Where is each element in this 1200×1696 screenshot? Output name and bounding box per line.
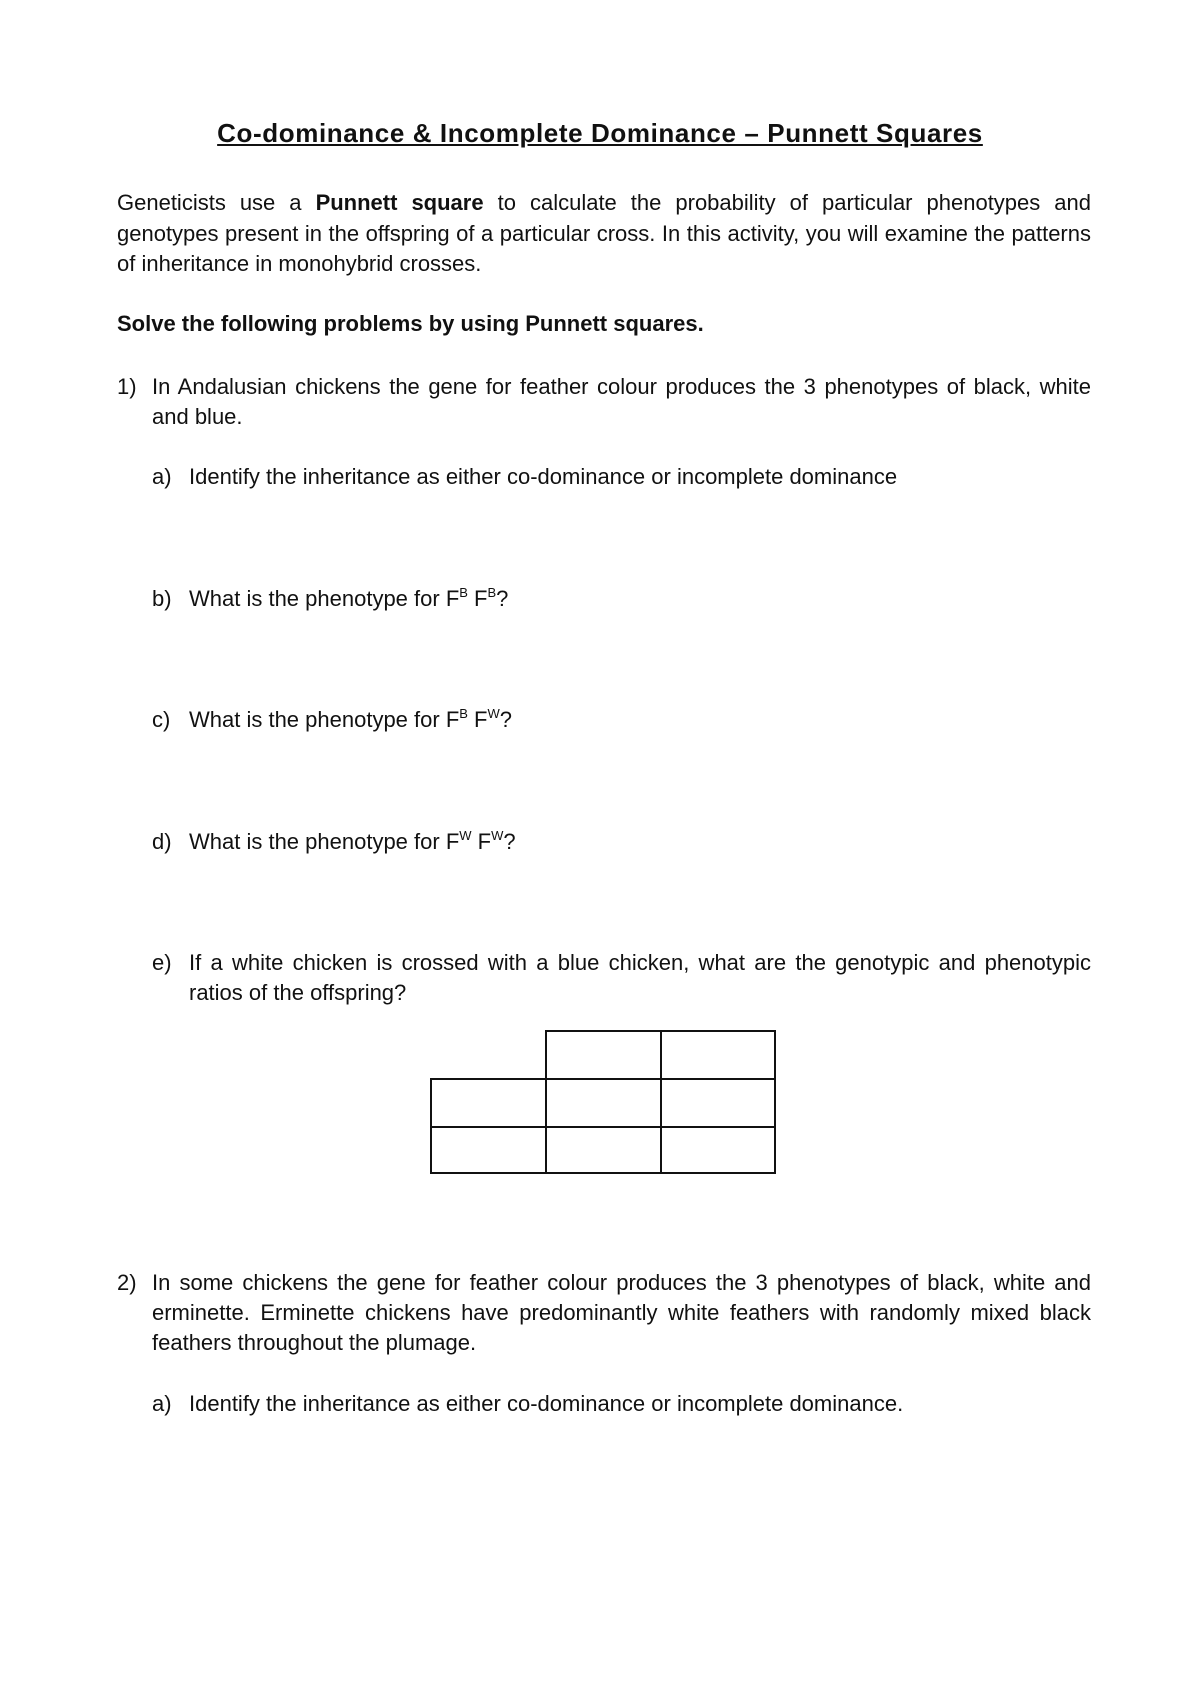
question-1b-mid: F <box>467 586 488 611</box>
question-2a-text: Identify the inheritance as either co-dominance or incomplete dominance. <box>189 1391 904 1416</box>
punnett-square <box>430 1030 776 1174</box>
question-1c-pre: What is the phenotype for F <box>189 707 460 732</box>
question-1a <box>152 462 1091 492</box>
punnett-row-header-2[interactable] <box>430 1126 547 1174</box>
question-1e-letter: e) <box>152 950 172 975</box>
question-2a <box>152 1389 1091 1419</box>
intro-paragraph <box>117 188 1091 280</box>
question-1b-post: ? <box>496 586 509 611</box>
question-1e-text: If a white chicken is crossed with a blue chicken, what are the genotypic and phenotypic ratios of the offspring? <box>189 950 1091 1005</box>
allele-superscript: B <box>459 585 468 600</box>
question-1c-post: ? <box>499 707 513 732</box>
intro-text-end: to calculate the probability of particular phenotypes and genotypes present in the offspring of a particular cross. In this activity, you will examine the patterns of inheritance in monohybrid crosses. <box>117 190 1091 276</box>
question-1d-letter: d) <box>152 829 172 854</box>
question-1-text: In Andalusian chickens the gene for feather colour produces the 3 phenotypes of black, white and blue. <box>152 374 1091 429</box>
question-1d-post: ? <box>503 829 516 854</box>
question-1d-pre: What is the phenotype for F <box>189 829 460 854</box>
punnett-header-cell-1[interactable] <box>545 1030 662 1080</box>
question-1b-letter: b) <box>152 586 172 611</box>
allele-superscript: W <box>487 706 500 721</box>
allele-superscript: B <box>459 706 468 721</box>
punnett-cell-1-2[interactable] <box>660 1078 776 1128</box>
question-2-text: In some chickens the gene for feather colour produces the 3 phenotypes of black, white and erminette. Erminette chickens have predominantly white feathers with randomly mixed black feathers throughout the plumage. <box>152 1270 1091 1355</box>
punnett-cell-2-2[interactable] <box>660 1126 776 1174</box>
question-1b-text <box>189 584 1091 614</box>
punnett-cell-2-1[interactable] <box>545 1126 662 1174</box>
question-2a-letter: a) <box>152 1391 172 1416</box>
question-1d-text <box>189 827 1091 857</box>
intro-bold-term: Punnett square <box>315 190 484 215</box>
page-title: Co-dominance & Incomplete Dominance – Punnett Squares <box>217 118 983 148</box>
instruction-heading: Solve the following problems by using Punnett squares. <box>117 311 704 336</box>
intro-text-start: Geneticists use a <box>117 190 316 215</box>
question-1c-letter: c) <box>152 707 171 732</box>
question-1d-mid: F <box>471 829 492 854</box>
question-1-number: 1) <box>117 374 137 399</box>
question-1b-pre: What is the phenotype for F <box>189 586 460 611</box>
question-1a-text: Identify the inheritance as either co-dominance or incomplete dominance <box>189 464 898 489</box>
punnett-cell-1-1[interactable] <box>545 1078 662 1128</box>
question-1c-text <box>189 705 1091 735</box>
punnett-header-cell-2[interactable] <box>660 1030 776 1080</box>
question-2 <box>117 1268 1091 1358</box>
allele-superscript: W <box>491 828 504 843</box>
question-1c <box>152 705 1091 735</box>
question-1b <box>152 584 1091 614</box>
punnett-row-header-1[interactable] <box>430 1078 547 1128</box>
question-1d <box>152 827 1091 857</box>
allele-superscript: B <box>487 585 497 600</box>
question-1e <box>152 948 1091 1008</box>
question-1 <box>117 372 1091 432</box>
allele-superscript: W <box>459 828 472 843</box>
question-1a-letter: a) <box>152 464 172 489</box>
question-2-number: 2) <box>117 1270 137 1295</box>
question-1c-mid: F <box>467 707 488 732</box>
